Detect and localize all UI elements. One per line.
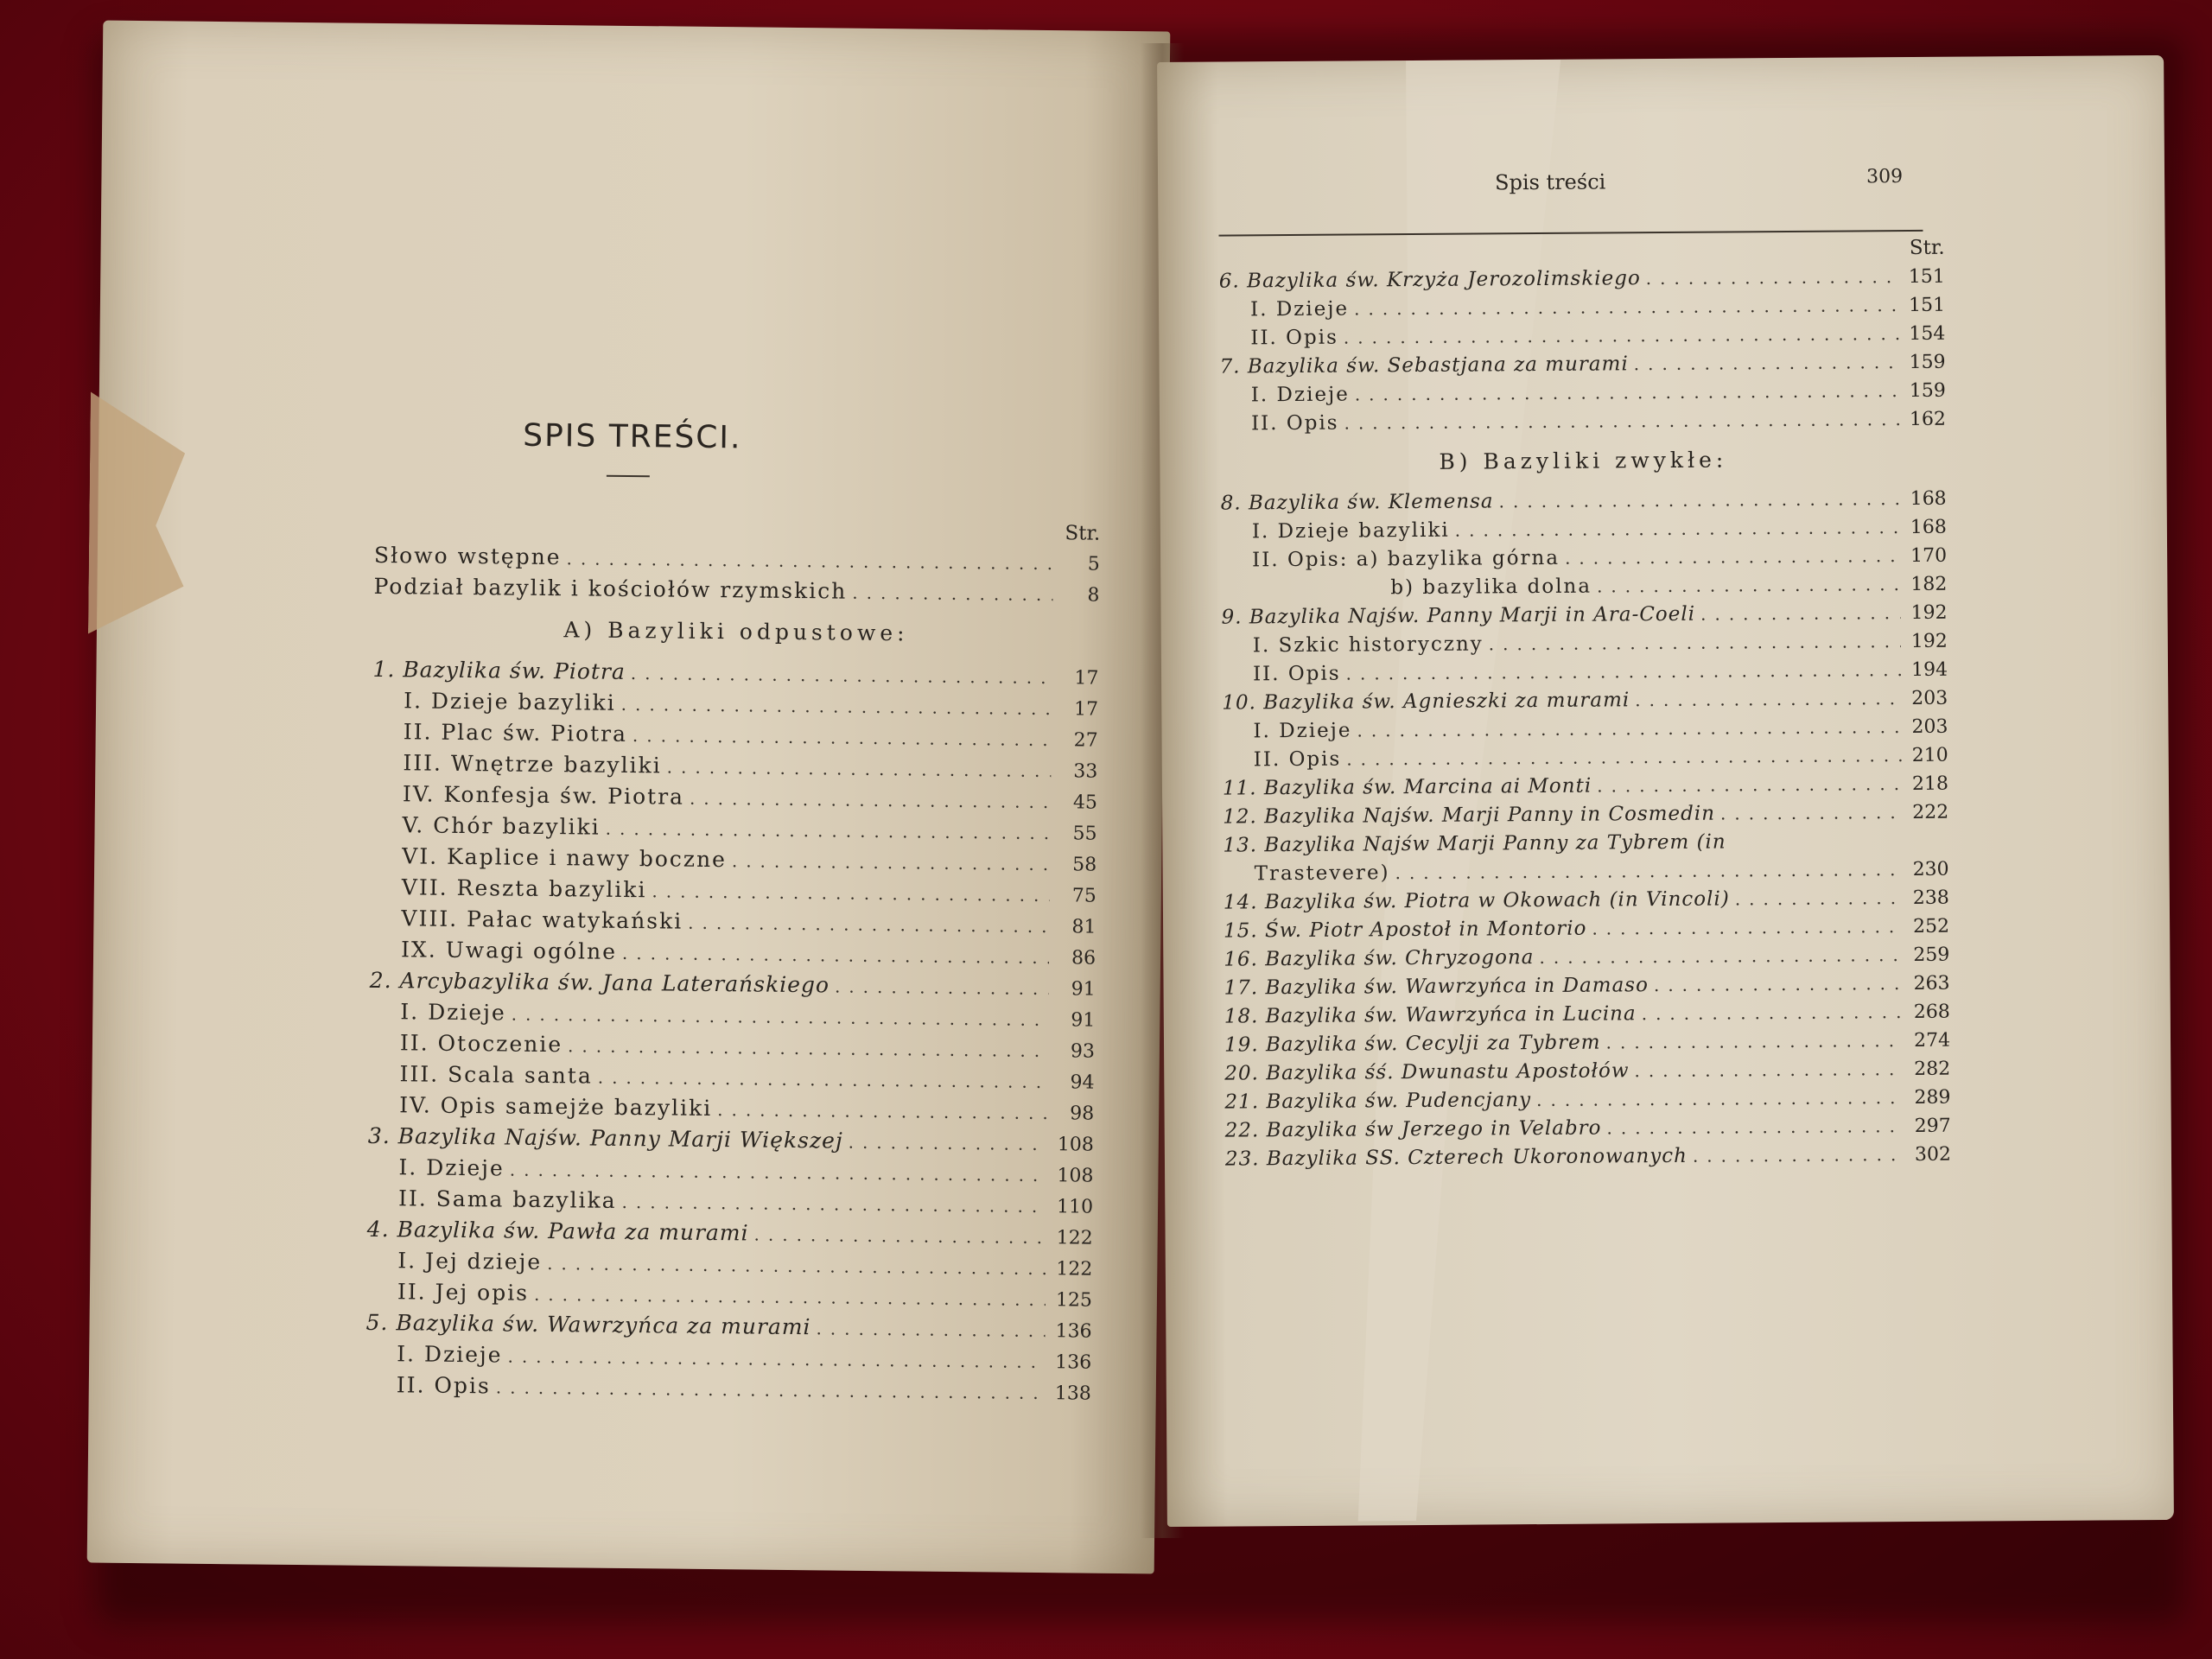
toc-entry-page: 55 [1072,823,1097,845]
toc-entry-label: I. Dzieje [1253,719,1352,743]
toc-entry-label: 14. Bazylika św. Piotra w Okowach (in Vincoli) [1223,887,1730,914]
toc-entry-page: 274 [1913,1029,1951,1052]
left-page [87,21,1171,1574]
toc-entry-label: V. Chór bazyliki [402,812,601,840]
toc-entry [365,1370,1091,1409]
toc-entry-label: II. Otoczenie [399,1030,563,1058]
toc-entry-label: 17. Bazylika św. Wawrzyńca in Damaso [1224,974,1649,1000]
toc-entry-page: 168 [1910,516,1947,539]
right-toc [1219,234,1952,1174]
toc-entry-page: 45 [1072,791,1098,814]
toc-entry-label: I. Dzieje [398,1154,505,1181]
leader-dots [667,752,1052,785]
toc-entry-label: II. Jej opis [397,1279,530,1306]
toc-entry-label: II. Opis [1250,326,1338,350]
leader-dots [1395,855,1902,887]
leader-dots [510,1155,1047,1191]
leader-dots [1592,912,1903,944]
leader-dots [1654,969,1904,1000]
leader-dots [1700,599,1901,629]
toc-entry-label: II. Opis [396,1372,491,1399]
leader-dots [631,658,1052,692]
toc-entry-page: 170 [1910,544,1948,568]
leader-dots [1344,320,1899,352]
leader-dots [534,1280,1046,1314]
leader-dots [1354,291,1898,323]
toc-entry-label: IX. Uwagi ogólne [400,937,618,964]
str-label-right: Str. [1909,236,1945,260]
toc-entry-page: 282 [1914,1058,1951,1080]
toc-entry-label: 10. Bazylika św. Agnieszki za murami [1222,689,1630,715]
running-head: Spis treści [1494,169,1606,195]
section-a-heading: A) Bazyliki odpustowe: [563,617,909,646]
toc-entry-label: b) bazylika dolna [1390,575,1592,600]
leader-dots [606,814,1051,848]
toc-entry-label: II. Opis [1252,662,1341,686]
toc-entry-page: 108 [1057,1165,1094,1187]
leader-dots [547,1249,1046,1283]
toc-entry-page: 33 [1073,760,1098,783]
leader-dots [690,784,1051,817]
toc-entry-page: 302 [1914,1143,1952,1166]
leader-dots [816,1313,1045,1345]
leader-dots [507,1342,1045,1377]
left-toc [365,512,1101,1409]
leader-dots [848,1128,1047,1159]
leader-dots [1346,741,1902,773]
leader-dots [1344,405,1899,437]
leader-dots [1357,713,1901,745]
leader-dots [568,1031,1048,1065]
toc-entry-page: 151 [1908,265,1945,289]
leader-dots [1345,656,1901,688]
right-page [1157,55,2174,1527]
toc-entry-page: 259 [1913,944,1950,967]
toc-entry-label: I. Dzieje bazyliki [1251,518,1450,543]
leader-dots [1642,998,1904,1028]
toc-entry-label: 5. Bazylika św. Wawrzyńca za murami [365,1309,811,1340]
toc-entry-page: 192 [1910,630,1948,653]
leader-dots [1635,684,1901,715]
toc-entry-page: 86 [1071,947,1096,969]
toc-entry-label: 23. Bazylika SS. Czterech Ukoronowanych [1224,1144,1688,1171]
toc-entry-page: 230 [1912,858,1949,881]
toc-entry-label: I. Jej dzieje [397,1248,543,1274]
toc-entry-page: 93 [1070,1040,1096,1063]
toc-entry-page: 162 [1909,408,1947,431]
toc-entry-label: 4. Bazylika św. Pawła za murami [366,1216,749,1246]
toc-title: SPIS TREŚCI. [523,417,742,456]
toc-entry-label: 15. Św. Piotr Apostoł in Montorio [1224,917,1587,943]
toc-entry-page: 203 [1911,715,1948,739]
leader-dots [1539,941,1903,972]
leader-dots [652,876,1050,910]
toc-entry-page: 122 [1056,1258,1093,1281]
toc-entry-label: 2. Arcybazylika św. Jana Laterańskiego [369,967,830,998]
leader-dots [717,1095,1047,1128]
toc-entry-page: 154 [1909,322,1946,346]
toc-entry-label: 21. Bazylika św. Pudencjany [1224,1089,1532,1114]
leader-dots [622,938,1049,972]
toc-entry-label: II. Opis [1250,411,1339,435]
toc-entry-page: 98 [1070,1103,1095,1125]
toc-entry-label: I. Dzieje [1250,383,1350,407]
toc-entry-label: 1. Bazylika św. Piotra [372,656,626,684]
toc-entry-page: 91 [1071,978,1096,1001]
toc-entry-page: 252 [1913,915,1950,938]
toc-entry-page: 138 [1054,1382,1091,1405]
toc-entry-page: 58 [1072,854,1097,876]
toc-entry-label: III. Scala santa [399,1061,593,1089]
toc-entry-page: 75 [1071,885,1096,907]
str-label: Str. [1065,522,1101,545]
leader-dots [1606,1112,1904,1142]
toc-entry-page: 136 [1055,1320,1092,1343]
toc-entry [373,572,1099,611]
toc-entry-page: 159 [1909,351,1946,374]
toc-entry-label: 22. Bazylika św Jerzego in Velabro [1224,1116,1602,1142]
leader-dots [1536,1084,1904,1115]
toc-entry-label: VII. Reszta bazyliki [401,874,647,903]
toc-entry-label: 13. Bazylika Najśw Marji Panny za Tybrem (in [1223,830,1726,857]
toc-entry-label: IV. Konfesja św. Piotra [402,781,685,810]
leader-dots [512,1000,1049,1035]
toc-entry-page: 192 [1910,601,1948,625]
leader-dots [1565,542,1900,573]
toc-entry-page: 8 [1087,584,1100,607]
leader-dots [566,543,1053,578]
leader-dots [496,1372,1045,1408]
toc-entry-label: 12. Bazylika Najśw. Marji Panny in Cosmedin [1223,802,1716,829]
toc-entry-page: 27 [1073,729,1098,752]
toc-entry-page: 91 [1071,1009,1096,1032]
toc-entry-label: 8. Bazylika św. Klemensa [1220,490,1494,515]
leader-dots [1634,1055,1904,1085]
leader-dots [753,1220,1046,1253]
toc-entry-page: 210 [1911,744,1948,767]
toc-entry-page: 125 [1055,1289,1093,1312]
leader-dots [1720,798,1902,828]
toc-entry-page: 263 [1913,972,1950,995]
leader-dots [1455,513,1900,545]
toc-entry-page: 194 [1910,658,1948,682]
leader-dots [1693,1141,1904,1171]
toc-entry-page: 122 [1056,1227,1093,1249]
toc-entry-label: 19. Bazylika św. Cecylji za Tybrem [1224,1031,1601,1057]
toc-entry [1225,1141,1951,1174]
toc-entry-label: II. Opis: a) bazylika górna [1252,546,1560,572]
toc-entry-label: 3. Bazylika Najśw. Panny Marji Większej [367,1122,843,1154]
leader-dots [852,578,1053,609]
leader-dots [1605,1027,1904,1057]
toc-entry-page: 297 [1914,1115,1951,1137]
toc-entry-page: 268 [1913,1001,1950,1024]
leader-dots [1646,263,1898,293]
toc-entry-page: 17 [1073,698,1099,721]
toc-entry-page: 81 [1071,916,1096,938]
toc-entry-page: 108 [1057,1134,1094,1156]
toc-entry-label: Podział bazylik i kościołów rzymskich [373,573,848,604]
toc-entry-page: 94 [1070,1071,1095,1094]
toc-entry-page: 168 [1910,487,1947,511]
leader-dots [632,721,1052,754]
toc-entry-page: 110 [1056,1196,1094,1218]
toc-entry-label: 20. Bazylika śś. Dwunastu Apostołów [1224,1059,1630,1085]
toc-entry-label: 9. Bazylika Najśw. Panny Marji in Ara-Coeli [1221,602,1696,629]
toc-entry-label: I. Dzieje [400,999,506,1026]
toc-entry-label: III. Wnętrze bazyliki [403,750,662,779]
toc-entry-label: 18. Bazylika św. Wawrzyńca in Lucina [1224,1002,1637,1028]
leader-dots [598,1063,1048,1096]
leader-dots [1355,377,1899,409]
toc-entry-label: Trastevere) [1254,861,1390,886]
toc-entry-page: 289 [1914,1086,1951,1109]
leader-dots [732,846,1051,879]
toc-entry-page: 17 [1074,667,1099,690]
toc-entry-page: 159 [1909,379,1946,403]
toc-entry-label: I. Dzieje [397,1341,503,1368]
toc-entry-page: 222 [1912,801,1949,824]
leader-dots [621,690,1052,723]
toc-entry-label: Słowo wstępne [373,542,562,570]
toc-entry-page: 5 [1087,553,1100,575]
toc-entry-page: 182 [1910,573,1948,596]
toc-entry-label: I. Dzieje bazyliki [404,688,616,715]
leader-dots [1498,485,1899,516]
toc-entry-label: 16. Bazylika św. Chryzogona [1224,946,1535,971]
toc-entry-label: 7. Bazylika św. Sebastjana za murami [1219,353,1629,378]
title-rule [607,475,650,478]
toc-entry-label: II. Sama bazylika [397,1185,617,1213]
toc-entry-page: 218 [1911,772,1949,796]
toc-entry-label: 11. Bazylika św. Marcina ai Monti [1222,774,1592,800]
toc-entry-label: 6. Bazylika św. Krzyża Jerozolimskiego [1218,267,1641,293]
leader-dots [621,1187,1046,1221]
toc-entry-label: II. Plac św. Piotra [403,719,628,747]
leader-dots [688,908,1050,941]
toc-entry-label: II. Opis [1253,747,1342,772]
toc-entry-label: I. Szkic historyczny [1252,632,1484,658]
toc-entry [1220,405,1946,439]
toc-entry-page: 151 [1908,294,1946,317]
toc-entry-label: VI. Kaplice i nawy boczne [402,843,728,873]
leader-dots [1634,348,1899,378]
leader-dots [1597,570,1901,601]
leader-dots [835,972,1049,1004]
leader-dots [1489,627,1901,658]
leader-dots [1735,884,1903,913]
toc-entry-label: I. Dzieje [1250,297,1350,321]
leader-dots [1597,770,1902,800]
toc-entry-label: VIII. Pałac watykański [401,906,683,934]
toc-entry-page: 203 [1911,687,1948,710]
page-number: 309 [1866,166,1904,188]
section-b-heading: B) Bazyliki zwykłe: [1439,447,1728,474]
toc-entry-page: 136 [1055,1351,1092,1374]
toc-entry-page: 238 [1912,887,1949,910]
toc-entry-label: IV. Opis samejże bazyliki [399,1092,713,1122]
